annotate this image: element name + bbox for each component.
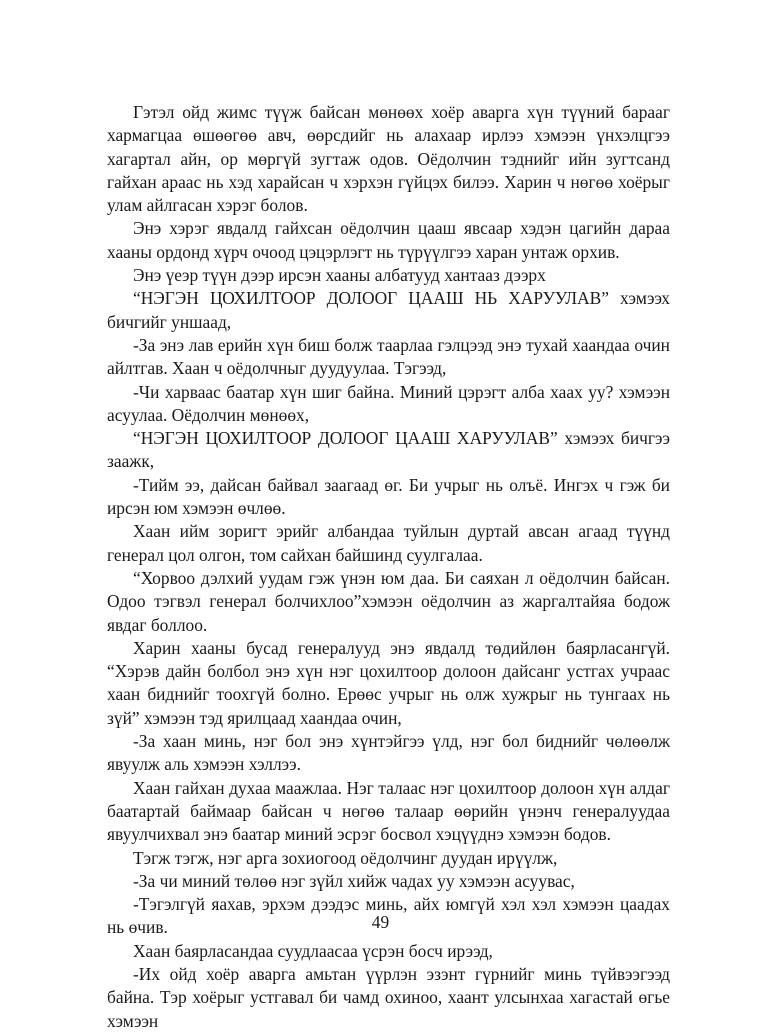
paragraph: Хаан ийм зоригт эрийг албандаа туйлын дуртай авсан агаад түүнд генерал цол олгон, том сайхан байшинд суулгалаа. [107,521,670,565]
paragraph: -За энэ лав ерийн хүн биш болж таарлаа гэлцээд энэ тухай хаандаа очин айлтгав. Хаан ч оёдолчныг дуудуулаа. Тэгээд, [107,334,670,379]
paragraph: Хаан баярласандаа суудлаасаа үсрэн босч ирээд, [133,940,493,961]
paragraph: Тэгж тэгж, нэг арга зохиогоод оёдолчинг дуудан ирүүлж, [133,847,558,868]
paragraph: -Тэгэлгүй яахав, эрхэм дээдэс минь, айх юмгүй хэл хэл хэмээн цаадах нь өчив. [107,894,670,938]
page-body-text [107,101,670,1033]
paragraph: Энэ үеэр түүн дээр ирсэн хааны албатууд хантааз дээрх [133,265,546,286]
paragraph: “Хорвоо дэлхий уудам гэж үнэн юм даа. Би саяхан л оёдолчин байсан. Одоо тэгвэл генерал болчихлоо”хэмээн оёдолчин аз жаргалтайяа бодож явдаг боллоо. [107,567,670,635]
paragraph: -За чи миний төлөө нэг зүйл хийж чадах уу хэмээн асуувас, [133,870,575,891]
paragraph: “НЭГЭН ЦОХИЛТООР ДОЛООГ ЦААШ НЬ ХАРУУЛАВ” хэмээх бичгийг уншаад, [107,288,670,332]
page-number: 49 [371,912,390,932]
paragraph: -За хаан минь, нэг бол энэ хүнтэйгээ үлд, нэг бол биднийг чөлөөлж явуулж аль хэмээн хэллээ. [107,731,670,775]
paragraph: -Их ойд хоёр аварга амьтан үүрлэн эзэнт гүрнийг минь түйвээгээд байна. Тэр хоёрыг устгавал би чамд охиноо, хаант улсынхаа хагастай өгье хэмээн [107,963,670,1031]
paragraph: Харин хааны бусад генералууд энэ явдалд төдийлөн баярласангүй. “Хэрэв дайн болбол энэ хүн нэг цохилтоор долоон дайсанг устгах учраас хаан биднийг тоохгүй болно. Ерөөс учрыг нь олж хужрыг нь тунгаах нь зүй” хэмээн тэд ярилцаад хаандаа очин, [107,637,670,728]
paragraph: Гэтэл ойд жимс түүж байсан мөнөөх хоёр аварга хүн түүний барааг хармагцаа өшөөгөө авч, өөрсдийг нь алахаар ирлээ хэмээн үнхэлцгээ хагартал айн, ор мөргүй зугтаж одов. Оёдолчин тэднийг ийн зугтсанд гайхан араас нь хэд харайсан ч хэрхэн гүйцэх билээ. Харин ч нөгөө хоёрыг улам айлгасан хэрэг болов. [107,102,670,216]
paragraph: “НЭГЭН ЦОХИЛТООР ДОЛООГ ЦААШ ХАРУУЛАВ” хэмээх бичгээ заажк, [107,428,670,472]
paragraph: Энэ хэрэг явдалд гайхсан оёдолчин цааш явсаар хэдэн цагийн дараа хааны ордонд хүрч очоод цэцэрлэгт нь түрүүлгээ харан унтаж орхив. [107,218,670,262]
paragraph: -Тийм ээ, дайсан байвал заагаад өг. Би учрыг нь олъё. Ингэх ч гэж би ирсэн юм хэмээн өчлөө. [107,474,670,519]
paragraph: -Чи харваас баатар хүн шиг байна. Миний цэрэгт алба хаах уу? хэмээн асуулаа. Оёдолчин мөнөөх, [107,381,670,425]
paragraph: Хаан гайхан духаа маажлаа. Нэг талаас нэг цохилтоор долоон хүн алдаг баатартай баймаар байсан ч нөгөө талаар өөрийн үнэнч генералуудаа явуулчихвал энэ баатар миний эсрэг босвол хэцүүднэ хэмээн бодов. [107,777,670,845]
